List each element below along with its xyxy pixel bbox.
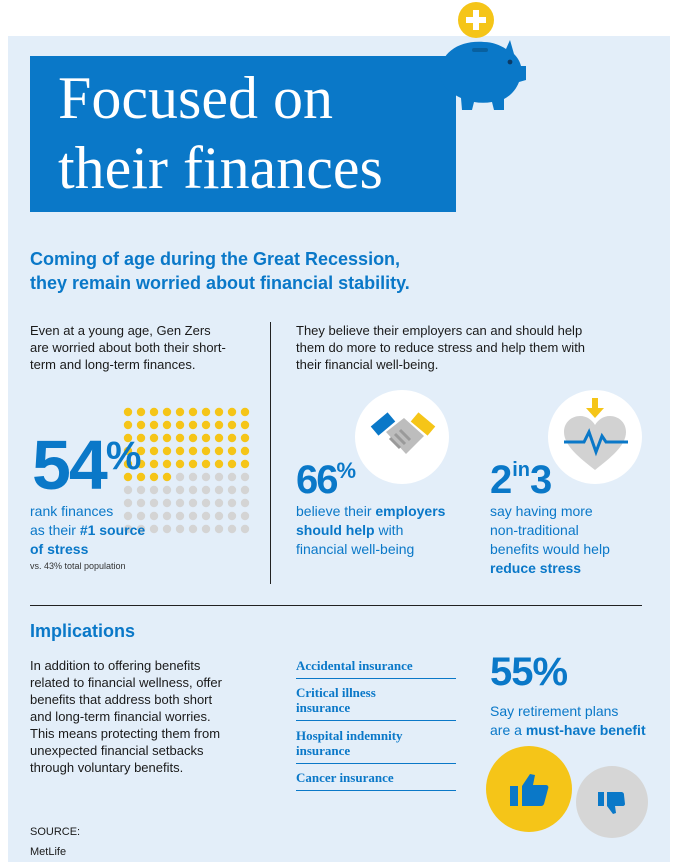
stat-66-line: with xyxy=(374,522,404,538)
grid-dot xyxy=(189,408,197,416)
stat-2in3-line: non-traditional xyxy=(490,522,579,538)
grid-dot xyxy=(176,421,184,429)
stat-66-caption xyxy=(296,502,445,559)
grid-dot xyxy=(150,486,158,494)
implications-line: In addition to offering benefits xyxy=(30,658,201,673)
grid-dot xyxy=(163,512,171,520)
insurance-rule xyxy=(296,720,456,721)
grid-dot xyxy=(150,408,158,416)
grid-dot xyxy=(241,499,249,507)
stat-2in3-line: say having more xyxy=(490,503,593,519)
grid-dot xyxy=(189,447,197,455)
stat-2in3-a: 2 xyxy=(490,458,513,502)
insurance-label: Accidental insurance xyxy=(296,658,413,673)
grid-dot xyxy=(176,473,184,481)
grid-dot xyxy=(176,447,184,455)
implications-line: and long-term financial worries. xyxy=(30,709,211,724)
stat-66-value: 66 xyxy=(296,458,337,502)
grid-dot xyxy=(215,408,223,416)
grid-dot xyxy=(163,447,171,455)
stat-66-number xyxy=(296,460,354,500)
grid-dot xyxy=(228,408,236,416)
stat-54-unit: % xyxy=(105,434,140,478)
grid-dot xyxy=(215,447,223,455)
grid-dot xyxy=(241,473,249,481)
insurance-rule xyxy=(296,763,456,764)
grid-dot xyxy=(241,421,249,429)
subtitle-line-2: they remain worried about financial stability. xyxy=(30,273,410,293)
grid-dot xyxy=(215,473,223,481)
grid-dot xyxy=(241,512,249,520)
grid-dot xyxy=(228,421,236,429)
source-value: MetLife xyxy=(30,846,67,858)
grid-dot xyxy=(202,434,210,442)
stat-54-number xyxy=(32,426,140,504)
stat-54-bold: #1 source xyxy=(79,522,146,538)
grid-dot xyxy=(150,525,158,533)
grid-dot xyxy=(241,486,249,494)
stat-55-number: 55% xyxy=(490,650,568,694)
heart-monitor-icon xyxy=(560,398,632,476)
grid-dot xyxy=(202,512,210,520)
grid-dot xyxy=(241,408,249,416)
stat-2in3-caption xyxy=(490,502,610,578)
handshake-icon xyxy=(366,404,440,466)
thumbs-down-icon xyxy=(597,790,627,816)
grid-dot xyxy=(228,499,236,507)
grid-dot xyxy=(163,408,171,416)
left-intro xyxy=(30,322,265,373)
source-label: SOURCE: xyxy=(30,826,81,838)
grid-dot xyxy=(150,434,158,442)
insurance-rule xyxy=(296,678,456,679)
stat-2in3-number xyxy=(490,460,552,500)
insurance-label: insurance xyxy=(296,700,351,715)
stat-2in3-b: 3 xyxy=(530,458,553,502)
grid-dot xyxy=(215,525,223,533)
grid-dot xyxy=(163,460,171,468)
grid-dot xyxy=(176,408,184,416)
down-arrow-icon xyxy=(586,398,604,418)
grid-dot xyxy=(150,460,158,468)
grid-dot xyxy=(137,421,145,429)
grid-dot xyxy=(124,421,132,429)
stat-55-bold: must-have benefit xyxy=(525,722,646,738)
left-intro-line: are worried about both their short- xyxy=(30,340,226,355)
grid-dot xyxy=(228,512,236,520)
insurance-label: Cancer insurance xyxy=(296,770,394,785)
right-intro-line: their financial well-being. xyxy=(296,357,439,372)
grid-dot xyxy=(189,473,197,481)
stat-55-line: Say retirement plans xyxy=(490,703,619,719)
grid-dot xyxy=(202,525,210,533)
grid-dot xyxy=(163,499,171,507)
implications-line: unexpected financial setbacks xyxy=(30,743,204,758)
grid-dot xyxy=(189,512,197,520)
stat-66-bold: employers xyxy=(375,503,446,519)
stat-66-unit: % xyxy=(336,458,355,483)
insurance-item-critical xyxy=(296,685,456,715)
grid-dot xyxy=(202,499,210,507)
stat-54-line: as their xyxy=(30,522,80,538)
grid-dot xyxy=(215,486,223,494)
grid-dot xyxy=(215,512,223,520)
grid-dot xyxy=(163,525,171,533)
grid-dot xyxy=(241,434,249,442)
grid-dot xyxy=(150,447,158,455)
stat-2in3-bold: reduce stress xyxy=(490,560,582,576)
stat-54-bold: of stress xyxy=(30,541,89,557)
insurance-label: Critical illness xyxy=(296,685,376,700)
stat-55-caption xyxy=(490,702,646,740)
grid-dot xyxy=(202,447,210,455)
thumbs-up-icon xyxy=(508,772,550,808)
grid-dot xyxy=(202,473,210,481)
grid-dot xyxy=(228,460,236,468)
grid-dot xyxy=(150,512,158,520)
left-intro-line: Even at a young age, Gen Zers xyxy=(30,323,211,338)
stat-66-line: financial well-being xyxy=(296,541,415,557)
grid-dot xyxy=(228,447,236,455)
grid-dot xyxy=(228,486,236,494)
grid-dot xyxy=(215,499,223,507)
insurance-label: insurance xyxy=(296,743,351,758)
grid-dot xyxy=(150,499,158,507)
stat-66-line: believe their xyxy=(296,503,376,519)
grid-dot xyxy=(189,499,197,507)
grid-dot xyxy=(124,408,132,416)
title-line-2: their finances xyxy=(58,135,383,201)
implications-line: benefits that address both short xyxy=(30,692,213,707)
stat-2in3-in: in xyxy=(512,459,531,481)
insurance-item-hospital xyxy=(296,728,456,758)
grid-dot xyxy=(228,434,236,442)
insurance-rule xyxy=(296,790,456,791)
stat-54-note: vs. 43% total population xyxy=(30,561,126,571)
grid-dot xyxy=(202,421,210,429)
grid-dot xyxy=(241,460,249,468)
stat-2in3-line: benefits would help xyxy=(490,541,610,557)
grid-dot xyxy=(176,499,184,507)
plus-icon xyxy=(458,2,494,38)
implications-line: This means protecting them from xyxy=(30,726,221,741)
subtitle-line-1: Coming of age during the Great Recession, xyxy=(30,249,401,269)
insurance-item-accidental xyxy=(296,658,456,673)
grid-dot xyxy=(163,486,171,494)
grid-dot xyxy=(176,512,184,520)
grid-dot xyxy=(163,434,171,442)
insurance-item-cancer xyxy=(296,770,456,785)
grid-dot xyxy=(202,408,210,416)
grid-dot xyxy=(163,473,171,481)
implications-body xyxy=(30,657,270,776)
horizontal-divider xyxy=(30,605,642,606)
grid-dot xyxy=(189,421,197,429)
grid-dot xyxy=(202,486,210,494)
grid-dot xyxy=(202,460,210,468)
grid-dot xyxy=(150,421,158,429)
insurance-label: Hospital indemnity xyxy=(296,728,403,743)
vertical-divider xyxy=(270,322,271,584)
grid-dot xyxy=(176,460,184,468)
stat-66-bold: should help xyxy=(296,522,375,538)
right-intro-line: them do more to reduce stress and help them with xyxy=(296,340,586,355)
grid-dot xyxy=(189,486,197,494)
implications-line: through voluntary benefits. xyxy=(30,760,184,775)
stat-55-line: are a xyxy=(490,722,526,738)
implications-line: related to financial wellness, offer xyxy=(30,675,222,690)
title-line-1: Focused on xyxy=(58,65,333,131)
piggy-bank-icon xyxy=(426,0,536,112)
grid-dot xyxy=(189,460,197,468)
grid-dot xyxy=(215,421,223,429)
grid-dot xyxy=(176,486,184,494)
grid-dot xyxy=(176,525,184,533)
grid-dot xyxy=(189,525,197,533)
right-intro-line: They believe their employers can and should help xyxy=(296,323,583,338)
grid-dot xyxy=(150,473,158,481)
grid-dot xyxy=(228,525,236,533)
grid-dot xyxy=(163,421,171,429)
grid-dot xyxy=(241,447,249,455)
left-intro-line: term and long-term finances. xyxy=(30,357,196,372)
grid-dot xyxy=(215,434,223,442)
grid-dot xyxy=(241,525,249,533)
grid-dot xyxy=(176,434,184,442)
grid-dot xyxy=(137,408,145,416)
implications-heading: Implications xyxy=(30,621,136,641)
stat-54-caption xyxy=(30,502,145,559)
right-intro xyxy=(296,322,656,373)
grid-dot xyxy=(189,434,197,442)
stat-54-line: rank finances xyxy=(30,503,114,519)
stat-54-value: 54 xyxy=(32,426,106,504)
grid-dot xyxy=(228,473,236,481)
grid-dot xyxy=(215,460,223,468)
